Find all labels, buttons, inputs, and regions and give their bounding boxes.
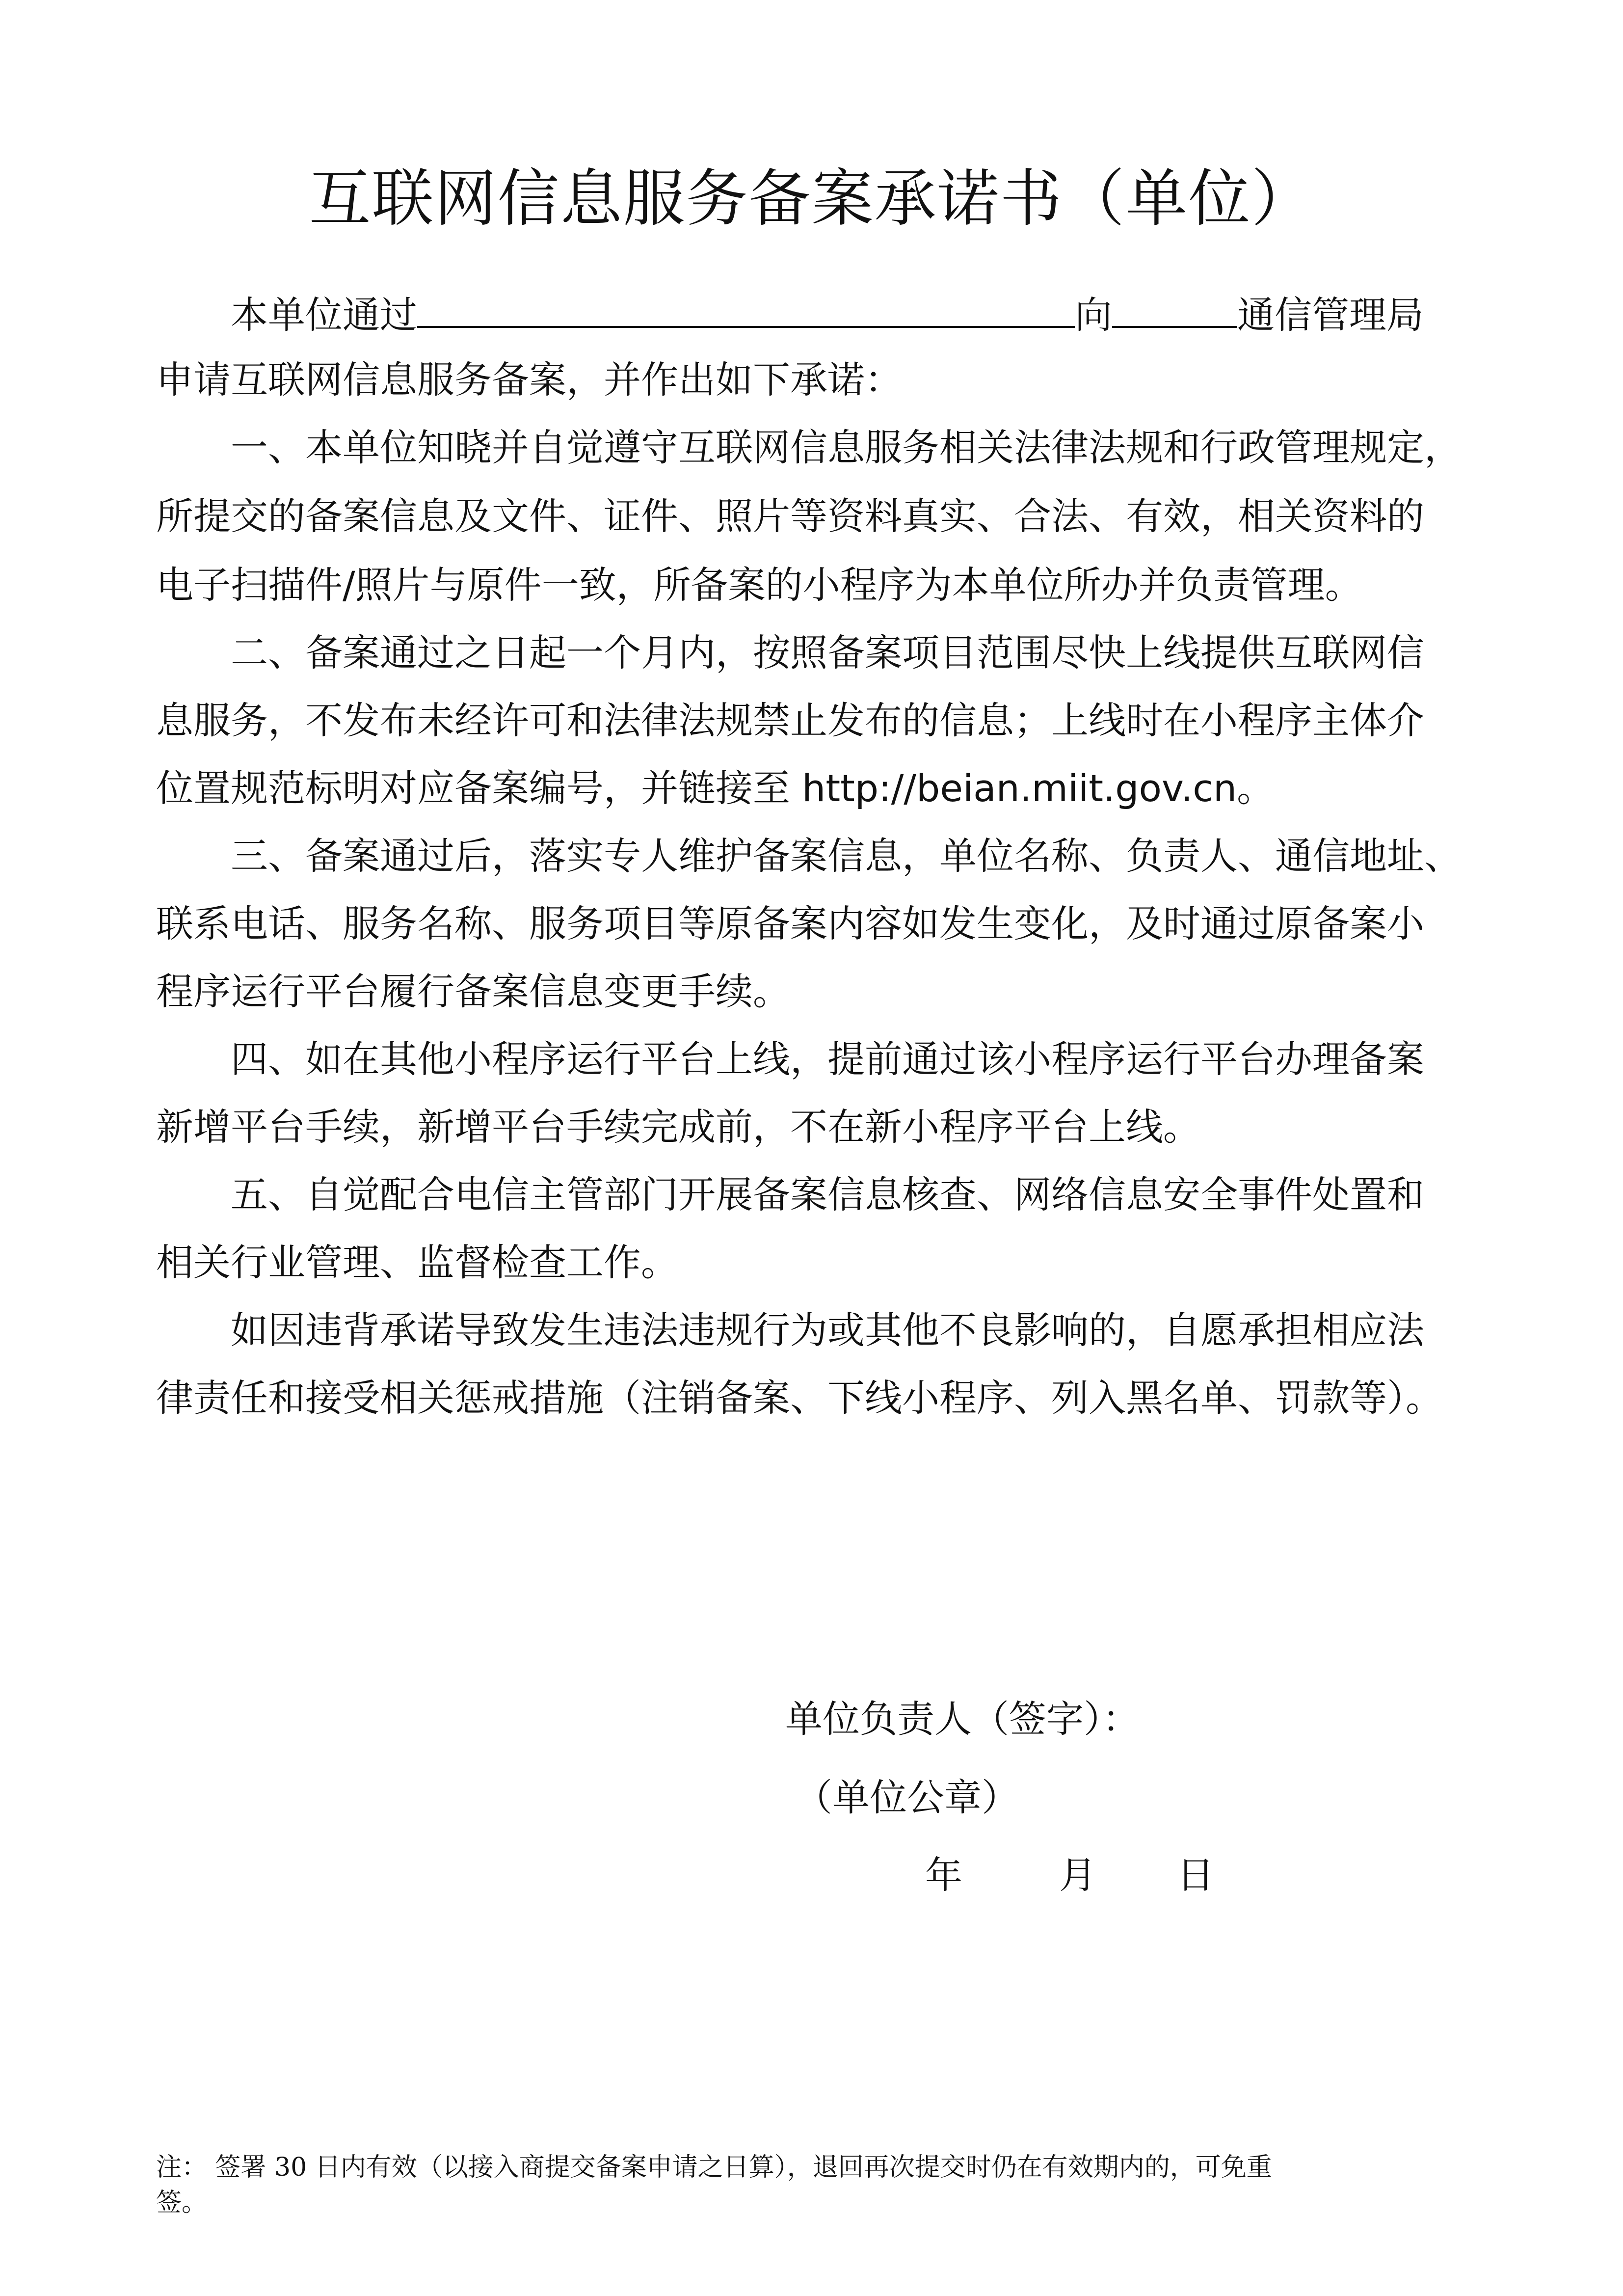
footnote-line-2: 签。 (156, 2188, 208, 2217)
clause-4-line-2: 新增平台手续，新增平台手续完成前，不在新小程序平台上线。 (156, 1105, 1200, 1149)
seal-label: （单位公章） (795, 1776, 1019, 1819)
document-title: 互联网信息服务备案承诺书（单位） (309, 162, 1314, 235)
clause-3-line-2: 联系电话、服务名称、服务项目等原备案内容如发生变化，及时通过原备案小 (156, 902, 1424, 945)
clause-5-line-2: 相关行业管理、监督检查工作。 (156, 1241, 678, 1284)
day-label: 日 (1177, 1853, 1214, 1897)
year-label: 年 (925, 1853, 962, 1897)
clause-1-line-2: 所提交的备案信息及文件、证件、照片等资料真实、合法、有效，相关资料的 (156, 494, 1424, 538)
clause-3-line-3: 程序运行平台履行备案信息变更手续。 (156, 970, 790, 1013)
clause-3-line-1: 三、备案通过后，落实专人维护备案信息，单位名称、负责人、通信地址、 (231, 834, 1462, 878)
responsible-signature-label: 单位负责人（签字）： (785, 1697, 1140, 1741)
channel-blank-field[interactable] (417, 289, 1075, 328)
closing-line-2: 律责任和接受相关惩戒措施（注销备案、下线小程序、列入黑名单、罚款等）。 (156, 1376, 1443, 1420)
closing-line-1: 如因违背承诺导致发生违法违规行为或其他不良影响的，自愿承担相应法 (231, 1308, 1424, 1352)
clause-2-line-3: 位置规范标明对应备案编号，并链接至 http://beian.miit.gov.cn。 (156, 766, 1275, 810)
intro-line-2: 申请互联网信息服务备案，并作出如下承诺： (156, 358, 902, 402)
month-label: 月 (1059, 1853, 1096, 1897)
clause-5-line-1: 五、自觉配合电信主管部门开展备案信息核查、网络信息安全事件处置和 (231, 1173, 1424, 1216)
intro-to: 向 (1075, 293, 1112, 337)
intro-prefix: 本单位通过 (231, 293, 417, 337)
clause-4-line-1: 四、如在其他小程序运行平台上线，提前通过该小程序运行平台办理备案 (231, 1037, 1424, 1081)
clause-2-line-2: 息服务，不发布未经许可和法律法规禁止发布的信息；上线时在小程序主体介 (156, 699, 1424, 742)
clause-2-line-1: 二、备案通过之日起一个月内，按照备案项目范围尽快上线提供互联网信 (231, 631, 1424, 675)
intro-suffix: 通信管理局 (1237, 293, 1424, 337)
province-blank-field[interactable] (1112, 289, 1237, 328)
clause-1-line-1: 一、本单位知晓并自觉遵守互联网信息服务相关法律法规和行政管理规定， (231, 426, 1462, 469)
intro-line-1 (231, 289, 1424, 340)
clause-1-line-3: 电子扫描件/照片与原件一致，所备案的小程序为本单位所办并负责管理。 (156, 563, 1362, 607)
footnote-line-1: 注： 签署 30 日内有效（以接入商提交备案申请之日算），退回再次提交时仍在有效期内的，可免重 (156, 2153, 1272, 2182)
